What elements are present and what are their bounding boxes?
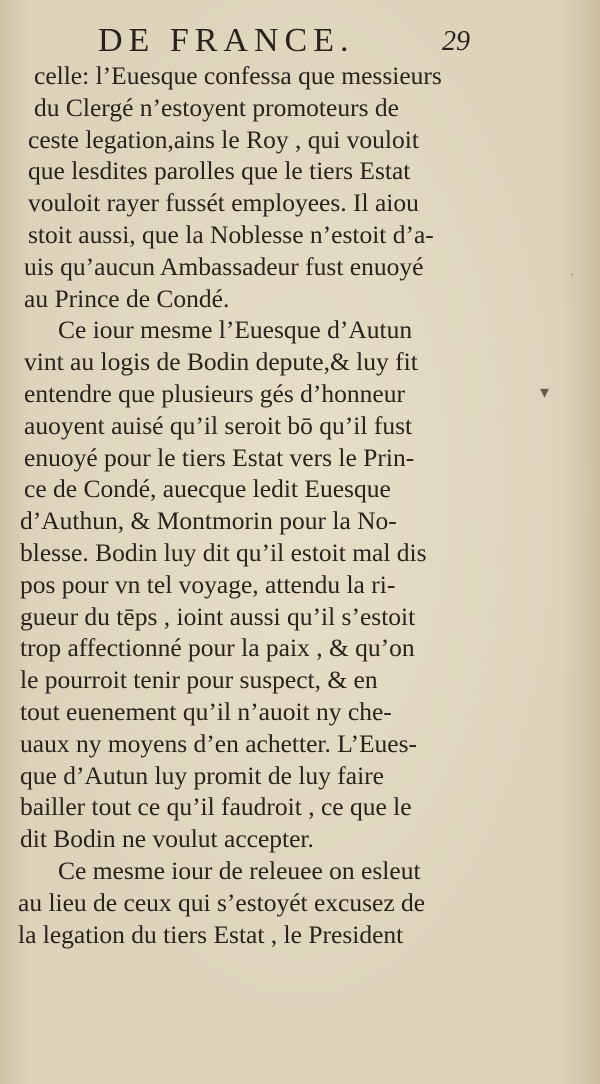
- text-line: la legation du tiers Estat , le President: [18, 919, 404, 949]
- margin-mark: ˎ: [570, 262, 574, 276]
- text-line: auoyent auisé qu’il seroit bō qu’il fust: [24, 410, 413, 440]
- text-line: au lieu de ceux qui s’estoyét excusez de: [18, 887, 426, 917]
- page-header: [0, 18, 600, 62]
- text-line: vint au logis de Bodin depute,& luy fit: [24, 347, 418, 377]
- text-line: gueur du tēps , ioint aussi qu’il s’estoit: [20, 601, 416, 631]
- text-line: pos pour vn tel voyage, attendu la ri-: [20, 569, 396, 599]
- text-line: enuoyé pour le tiers Estat vers le Prin-: [24, 442, 415, 472]
- paragraph-start-line: Ce iour mesme l’Euesque d’Autun: [58, 315, 413, 345]
- text-line: tout euenement qu’il n’auoit ny che-: [20, 696, 392, 726]
- text-line: celle: l’Euesque confessa que messieurs: [34, 61, 442, 90]
- text-line: ce de Condé, auecque ledit Euesque: [24, 474, 391, 504]
- text-line: ceste legation,ains le Roy , qui vouloit: [28, 124, 419, 154]
- text-line: le pourroit tenir pour suspect, & en: [20, 665, 378, 695]
- body-text: [18, 60, 488, 950]
- text-line: que lesdites parolles que le tiers Estat: [28, 156, 411, 186]
- text-line: au Prince de Condé.: [24, 283, 230, 313]
- text-line: trop affectionné pour la paix , & qu’on: [20, 633, 415, 663]
- text-line: uaux ny moyens d’en achetter. L’Eues-: [20, 728, 418, 758]
- text-line: vouloit rayer fussét employees. Il aiou: [28, 188, 419, 218]
- text-line: stoit aussi, que la Noblesse n’estoit d’a-: [28, 219, 434, 249]
- running-title: DE FRANCE.: [98, 22, 355, 59]
- text-line: entendre que plusieurs gés d’honneur: [24, 378, 405, 408]
- page-number: 29: [442, 26, 470, 57]
- text-line: du Clergé n’estoyent promoteurs de: [34, 92, 399, 122]
- text-line: blesse. Bodin luy dit qu’il estoit mal dis: [20, 537, 427, 567]
- text-line: uis qu’aucun Ambassadeur fust enuoyé: [24, 251, 424, 281]
- paragraph-start-line: Ce mesme iour de releuee on esleut: [58, 855, 421, 885]
- margin-mark: ▾: [540, 382, 550, 402]
- text-line: que d’Autun luy promit de luy faire: [20, 760, 384, 790]
- text-line: d’Authun, & Montmorin pour la No-: [20, 506, 397, 536]
- text-line: dit Bodin ne voulut accepter.: [20, 824, 314, 854]
- text-line: bailler tout ce qu’il faudroit , ce que le: [20, 792, 412, 822]
